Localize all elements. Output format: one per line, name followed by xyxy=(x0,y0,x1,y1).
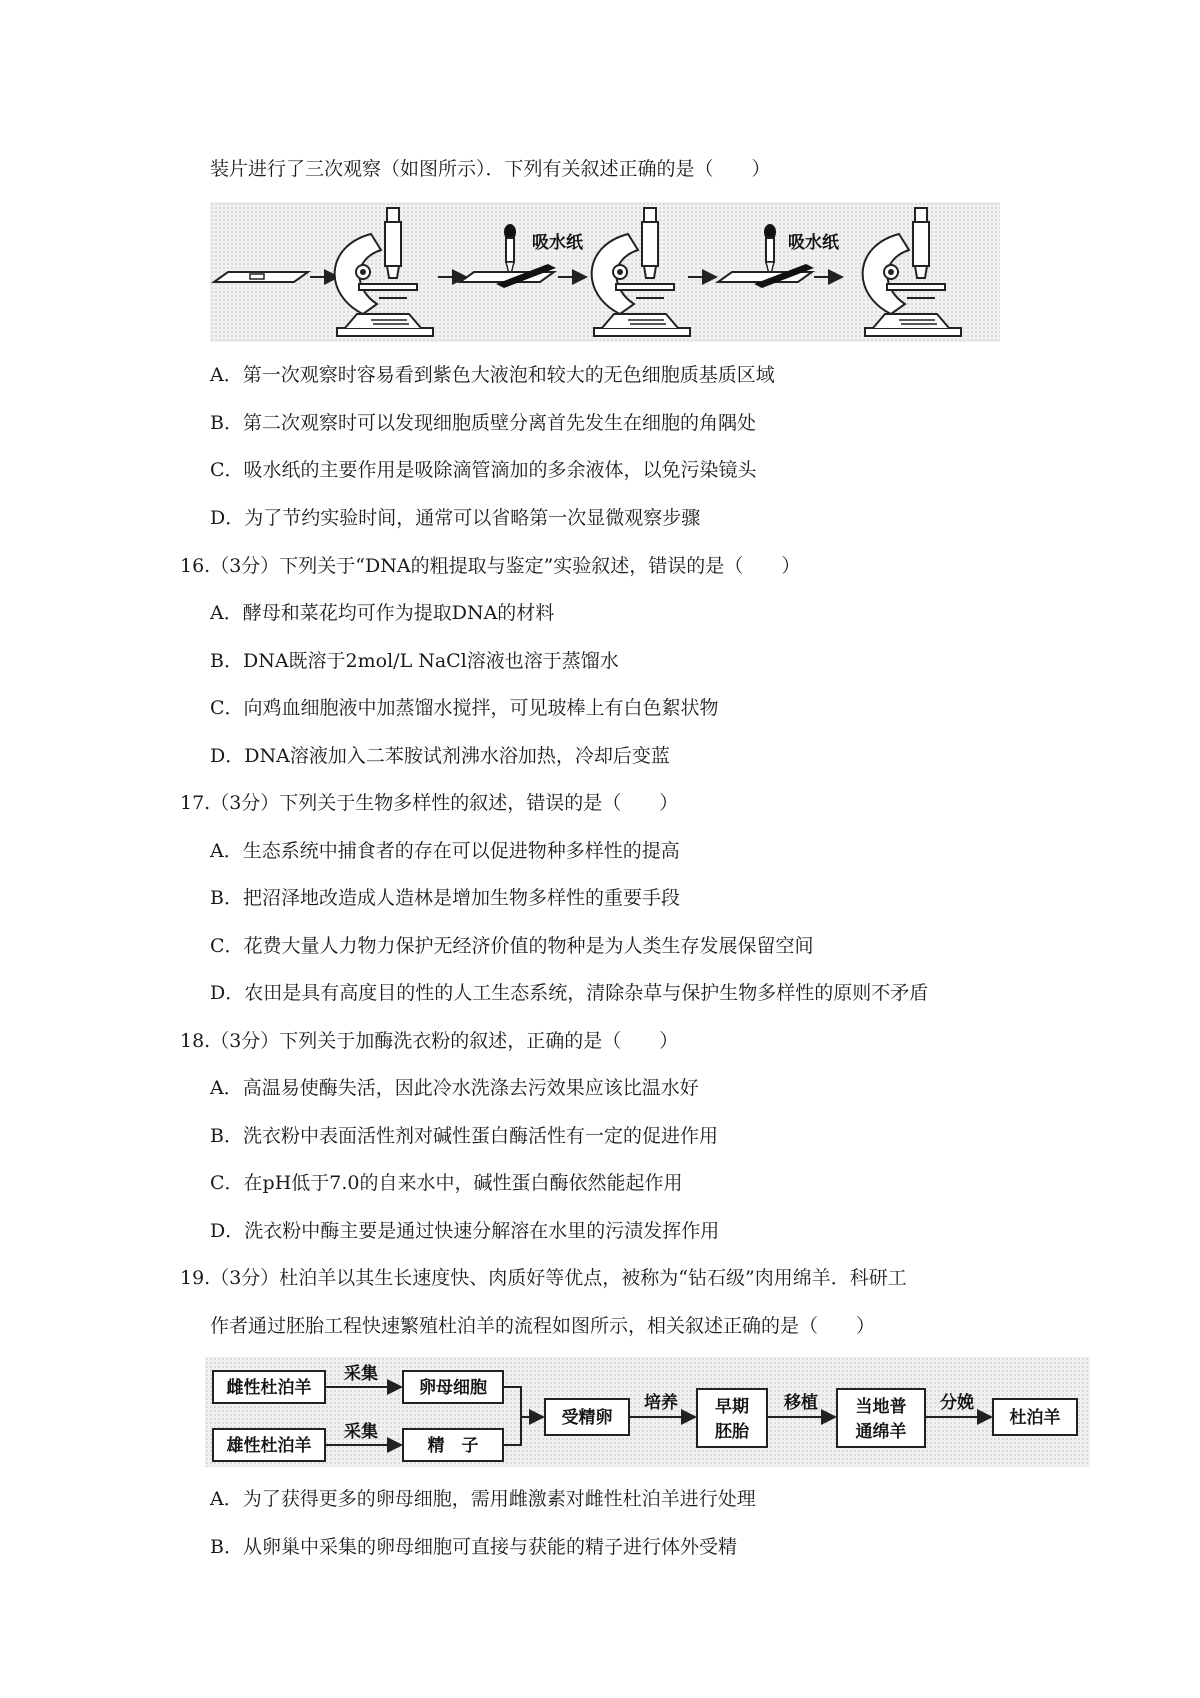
early-embryo-label-2: 胚胎 xyxy=(715,1422,749,1442)
q16-option-d[interactable]: D．DNA溶液加入二苯胺试剂沸水浴加热，冷却后变蓝 xyxy=(210,745,670,767)
q16-option-c[interactable]: C．向鸡血细胞液中加蒸馏水搅拌，可见玻棒上有白色絮状物 xyxy=(210,697,719,719)
q17-option-b[interactable]: B．把沼泽地改造成人造林是增加生物多样性的重要手段 xyxy=(210,887,680,909)
q19-option-a[interactable]: A．为了获得更多的卵母细胞，需用雌激素对雌性杜泊羊进行处理 xyxy=(210,1488,756,1510)
dropper-icon xyxy=(764,224,776,274)
q17-option-d[interactable]: D．农田是具有高度目的性的人工生态系统，清除杂草与保护生物多样性的原则不矛盾 xyxy=(210,982,929,1004)
recipient-label-1: 当地普 xyxy=(855,1397,907,1417)
transplant-label: 移植 xyxy=(784,1393,818,1413)
recipient-label-2: 通绵羊 xyxy=(855,1422,907,1442)
q18-stem: 18.（3分）下列关于加酶洗衣粉的叙述，正确的是（ ） xyxy=(180,1030,679,1052)
q16-option-b[interactable]: B．DNA既溶于2mol/L NaCl溶液也溶于蒸馏水 xyxy=(210,650,619,672)
q15-microscope-figure xyxy=(210,202,1000,342)
q18-option-d[interactable]: D．洗衣粉中酶主要是通过快速分解溶在水里的污渍发挥作用 xyxy=(210,1220,720,1242)
collect-label-1: 采集 xyxy=(344,1364,378,1384)
q15-option-d[interactable]: D．为了节约实验时间，通常可以省略第一次显微观察步骤 xyxy=(210,507,701,529)
slide-with-paper xyxy=(718,264,814,288)
female-sheep-label: 雌性杜泊羊 xyxy=(226,1378,312,1398)
q15-option-a[interactable]: A．第一次观察时容易看到紫色大液泡和较大的无色细胞质基质区域 xyxy=(210,364,775,386)
q15-stem-continuation: 装片进行了三次观察（如图所示）．下列有关叙述正确的是（ ） xyxy=(210,158,771,180)
q17-option-c[interactable]: C．花费大量人力物力保护无经济价值的物种是为人类生存发展保留空间 xyxy=(210,935,814,957)
q17-option-a[interactable]: A．生态系统中捕食者的存在可以促进物种多样性的提高 xyxy=(210,840,680,862)
q18-option-c[interactable]: C．在pH低于7.0的自来水中，碱性蛋白酶依然能起作用 xyxy=(210,1172,683,1194)
q18-option-b[interactable]: B．洗衣粉中表面活性剂对碱性蛋白酶活性有一定的促进作用 xyxy=(210,1125,718,1147)
q19-stem-line1: 19.（3分）杜泊羊以其生长速度快、肉质好等优点，被称为“钻石级”肉用绵羊．科研工 xyxy=(180,1267,907,1289)
q15-option-c[interactable]: C．吸水纸的主要作用是吸除滴管滴加的多余液体，以免污染镜头 xyxy=(210,459,757,481)
q19-stem-line2: 作者通过胚胎工程快速繁殖杜泊羊的流程如图所示，相关叙述正确的是（ ） xyxy=(210,1315,876,1337)
sperm-label: 精 子 xyxy=(427,1436,479,1456)
q18-option-a[interactable]: A．高温易使酶失活，因此冷水洗涤去污效果应该比温水好 xyxy=(210,1077,699,1099)
label-blotting-paper-1: 吸水纸 xyxy=(532,233,583,253)
microscope-1 xyxy=(335,208,433,336)
delivery-label: 分娩 xyxy=(940,1393,974,1413)
q19-option-b[interactable]: B．从卵巢中采集的卵母细胞可直接与获能的精子进行体外受精 xyxy=(210,1536,737,1558)
label-blotting-paper-2: 吸水纸 xyxy=(788,233,839,253)
glass-slide xyxy=(214,272,308,282)
oocyte-label: 卵母细胞 xyxy=(419,1378,487,1398)
q15-option-b[interactable]: B．第二次观察时可以发现细胞质壁分离首先发生在细胞的角隅处 xyxy=(210,412,756,434)
male-sheep-label: 雄性杜泊羊 xyxy=(226,1436,312,1456)
culture-label: 培养 xyxy=(644,1393,678,1413)
zygote-label: 受精卵 xyxy=(561,1408,613,1428)
q19-flow-figure xyxy=(205,1357,1090,1467)
q17-stem: 17.（3分）下列关于生物多样性的叙述，错误的是（ ） xyxy=(180,792,679,814)
microscope-3 xyxy=(863,208,961,336)
q16-stem: 16.（3分）下列关于“DNA的粗提取与鉴定”实验叙述，错误的是（ ） xyxy=(180,555,801,577)
merge-connector xyxy=(503,1387,521,1445)
q16-option-a[interactable]: A．酵母和菜花均可作为提取DNA的材料 xyxy=(210,602,555,624)
dropper-icon xyxy=(504,224,516,274)
early-embryo-label-1: 早期 xyxy=(715,1397,749,1417)
collect-label-2: 采集 xyxy=(344,1422,378,1442)
microscope-2 xyxy=(592,208,690,336)
result-label: 杜泊羊 xyxy=(1009,1408,1061,1428)
